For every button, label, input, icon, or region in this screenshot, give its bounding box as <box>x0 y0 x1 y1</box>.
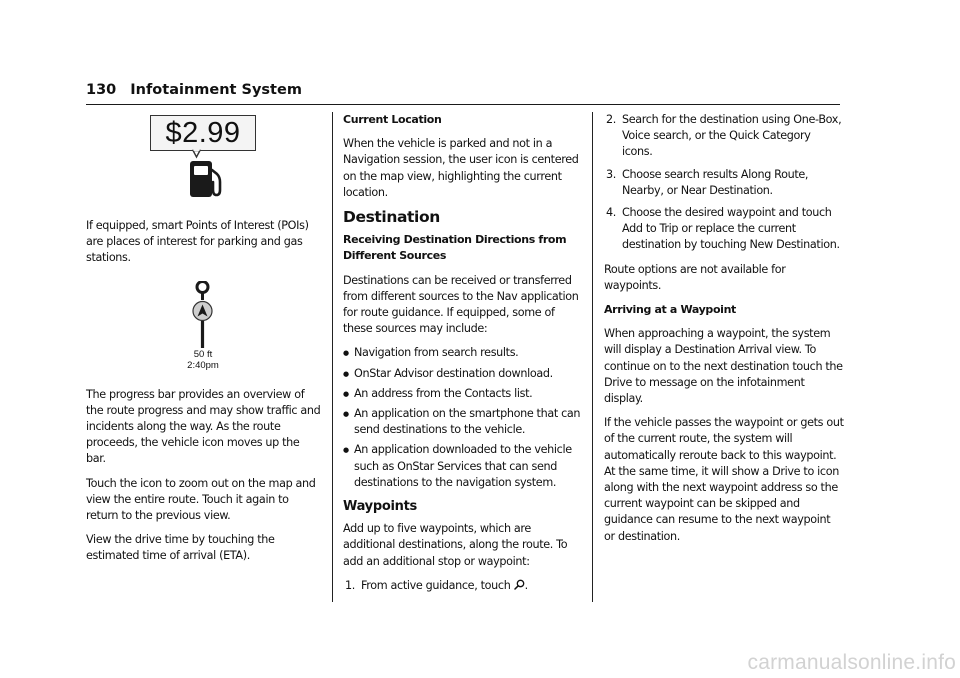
poi-price-figure <box>86 112 322 210</box>
destination-heading: Destination <box>343 208 440 227</box>
list-item: ● An application downloaded to the vehicle such as OnStar Services that can send destinations to the navigation system. <box>343 442 581 491</box>
column-divider-2 <box>592 112 593 602</box>
column-right <box>604 112 844 553</box>
waypoint-steps-continued <box>604 112 844 254</box>
search-icon <box>514 579 525 590</box>
fuel-pump-icon <box>86 112 322 210</box>
list-item: ● An address from the Contacts list. <box>343 386 581 402</box>
sources-list <box>343 345 581 491</box>
column-middle <box>343 112 581 602</box>
passes-text: If the vehicle passes the waypoint or gets out of the current route, the system will automatically reroute back to this waypoint. At the same time, it will show a Drive to icon along with the next waypoint address so the current waypoint can be skipped and guidance can resume to the next waypoint or destination. <box>604 416 844 543</box>
progress-paragraph: The progress bar provides an overview of the route progress and may show traffic and incidents along the way. As the route proceeds, the vehicle icon moves up the bar. <box>86 387 321 466</box>
price-callout: $2.99 <box>150 115 256 151</box>
distance-label: 50 ft <box>193 348 213 360</box>
destination-pin-icon <box>197 281 208 292</box>
step-text: Choose the desired waypoint and touch Add to Trip or replace the current destination by touching New Destination. <box>622 206 840 252</box>
arriving-heading: Arriving at a Waypoint <box>604 303 736 317</box>
list-item <box>604 112 844 161</box>
eta-paragraph: View the drive time by touching the estimated time of arrival (ETA). <box>86 533 275 563</box>
receiving-text: Destinations can be received or transferred from different sources to the Nav application for route guidance. If equipped, some of these sources may include: <box>343 273 579 336</box>
waypoints-text: Add up to five waypoints, which are additional destinations, along the route. To add an additional stop or waypoint: <box>343 522 568 568</box>
route-options-text: Route options are not available for waypoints. <box>604 262 786 292</box>
receiving-heading: Receiving Destination Directions from Different Sources <box>343 233 567 263</box>
poi-paragraph: If equipped, smart Points of Interest (POIs) are places of interest for parking and gas stations. <box>86 219 309 265</box>
list-item <box>604 205 844 254</box>
step-number: 1. <box>345 578 355 592</box>
current-location-heading: Current Location <box>343 113 442 126</box>
list-item <box>343 578 581 594</box>
page-header <box>86 82 840 105</box>
step-number: 3. <box>606 167 616 181</box>
waypoint-steps-start <box>343 578 581 594</box>
list-item: ● OnStar Advisor destination download. <box>343 366 581 382</box>
page-number: 130 <box>86 82 117 98</box>
eta-label[interactable]: 2:40pm <box>187 359 219 371</box>
step-text: Choose search results Along Route, Nearby, or Near Destination. <box>622 167 809 197</box>
list-item: ● An application on the smartphone that can send destinations to the vehicle. <box>343 406 581 438</box>
list-item <box>604 167 844 199</box>
zoom-paragraph: Touch the icon to zoom out on the map and view the entire route. Touch it again to return to the previous view. <box>86 476 316 523</box>
arriving-text: When approaching a waypoint, the system will display a Destination Arrival view. To continue on to the next destination touch the Drive to message on the infotainment display. <box>604 327 843 406</box>
watermark: carmanualsonline.info <box>747 651 956 674</box>
column-divider-1 <box>332 112 333 602</box>
list-item: ● Navigation from search results. <box>343 345 581 361</box>
step-text: Search for the destination using One-Box, Voice search, or the Quick Category icons. <box>622 113 842 159</box>
waypoints-heading: Waypoints <box>343 499 417 515</box>
section-title: Infotainment System <box>130 82 302 98</box>
column-left <box>86 112 322 573</box>
step-text: From active guidance, touch <box>361 578 511 592</box>
step-number: 4. <box>606 206 616 220</box>
step-end-period: . <box>524 578 528 592</box>
current-location-text: When the vehicle is parked and not in a Navigation session, the user icon is centered on the map view, highlighting the current location. <box>343 137 579 199</box>
progress-bar-figure <box>86 281 322 377</box>
step-number: 2. <box>606 113 616 126</box>
